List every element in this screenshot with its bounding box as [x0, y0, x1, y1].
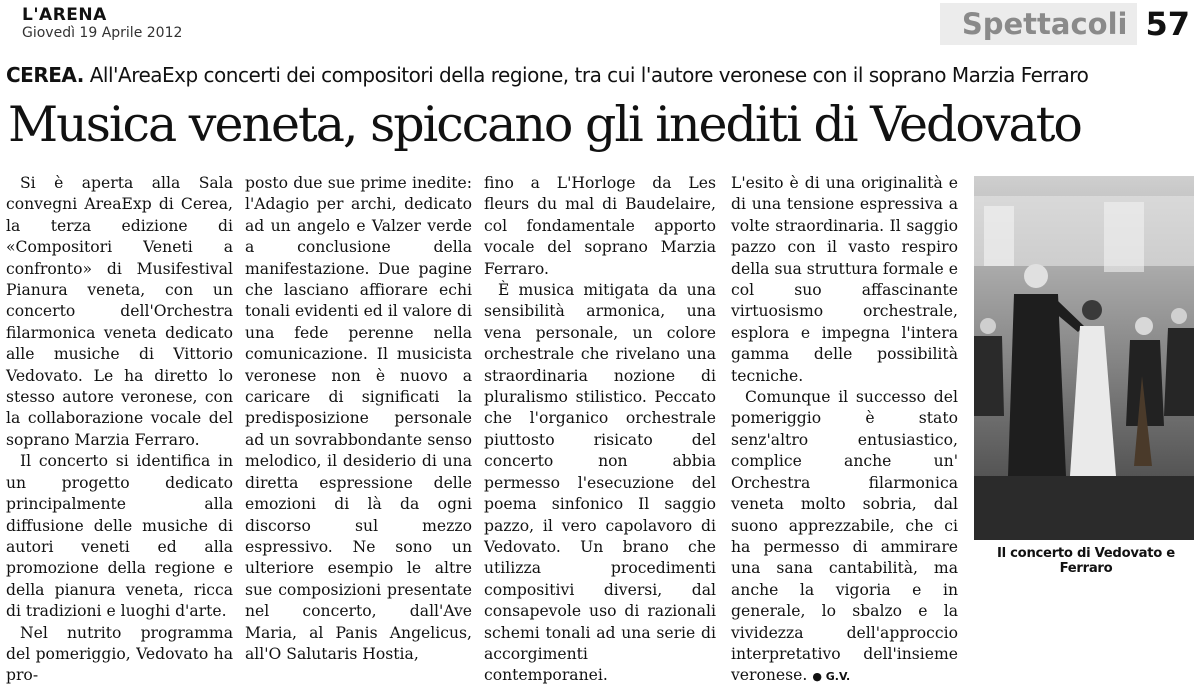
- article-column-2: [245, 173, 472, 665]
- kicker-location: CEREA.: [6, 63, 84, 87]
- article-column-1: [6, 173, 233, 687]
- kicker-text: All'AreaExp concerti dei compositori della regione, tra cui l'autore veronese con il soprano Marzia Ferraro: [83, 63, 1089, 87]
- paragraph-text: Comunque il successo del pomeriggio è stato senz'altro entusiastico, complice anche un' Orchestra filarmonica veneta molto sobria, dal suono apprezzabile, che ci ha permesso di ammirare una sana cantabilità, ma anche la vigoria e in generale, lo sbalzo e la vividezza dell'approccio interpretativo dell'insieme veronese.: [731, 388, 958, 685]
- paragraph: Nel nutrito programma del pomeriggio, Vedovato ha pro-: [6, 623, 233, 685]
- section-name: Spettacoli: [940, 3, 1138, 45]
- issue-date: Giovedì 19 Aprile 2012: [22, 25, 183, 41]
- paragraph: Si è aperta alla Sala convegni AreaExp di Cerea, la terza edizione di «Compositori Veneti a confronto» di Musifestival Pianura veneta, con un concerto dell'Orchestra filarmonica veneta dedicato alle musiche di Vittorio Vedovato. Le ha diretto lo stesso autore veronese, con la collaborazione vocale del soprano Marzia Ferraro.: [6, 174, 233, 449]
- article-column-3: [484, 173, 716, 687]
- kicker: [6, 62, 1196, 88]
- concert-photo: [974, 176, 1194, 540]
- paragraph: Il concerto si identifica in un progetto dedicato principalmente alla diffusione delle musiche di autori veneti ed alla promozione della regione e della pianura veneta, ricca di tradizioni e luoghi d'arte.: [6, 452, 233, 621]
- author-signature: ● G.V.: [812, 670, 851, 684]
- paragraph: [731, 387, 958, 688]
- paragraph: fino a L'Horloge da Les fleurs du mal di Baudelaire, col fondamentale apporto vocale del soprano Marzia Ferraro.: [484, 174, 716, 278]
- headline: Musica veneta, spiccano gli inediti di Vedovato: [8, 96, 1081, 153]
- paragraph: posto due sue prime inedite: l'Adagio per archi, dedicato ad un angelo e Valzer verde a conclusione della manifestazione. Due pagine che lasciano affiorare echi tonali evidenti ed il valore di una fede perenne nella comunicazione. Il musicista veronese non è nuovo a caricare di significati la predisposizione personale ad un sovrabbondante senso melodico, il desiderio di una diretta espressione delle emozioni di là da ogni discorso sul mezzo espressivo. Ne sono un ulteriore esempio le altre sue composizioni presentate nel concerto, dall'Ave Maria, al Panis Angelicus, all'O Salutaris Hostia,: [245, 174, 472, 663]
- section-header: [940, 3, 1190, 45]
- article-column-4: [731, 173, 958, 688]
- masthead: [22, 6, 222, 42]
- paragraph: È musica mitigata da una sensibilità armonica, una vena personale, un colore orchestrale che rivelano una straordinaria nozione di pluralismo stilistico. Peccato che l'organico orchestrale piuttosto risicato del concerto non abbia permesso l'esecuzione del poema sinfonico Il saggio pazzo, il vero capolavoro di Vedovato. Un brano che utilizza procedimenti compositivi diversi, dal consapevole uso di razionali schemi tonali ad una serie di accorgimenti contemporanei.: [484, 281, 716, 685]
- photo-caption: Il concerto di Vedovato e Ferraro: [997, 546, 1175, 576]
- concert-photo-image: [974, 176, 1194, 540]
- paragraph: L'esito è di una originalità e di una tensione espressiva a volte straordinaria. Il saggio pazzo con il vasto respiro della sua struttura formale e col suo affascinante virtuosismo orchestrale, esplora e impegna l'intera gamma delle possibilità tecniche.: [731, 174, 958, 385]
- page-number: 57: [1145, 5, 1190, 43]
- newspaper-name: L'ARENA: [22, 5, 107, 25]
